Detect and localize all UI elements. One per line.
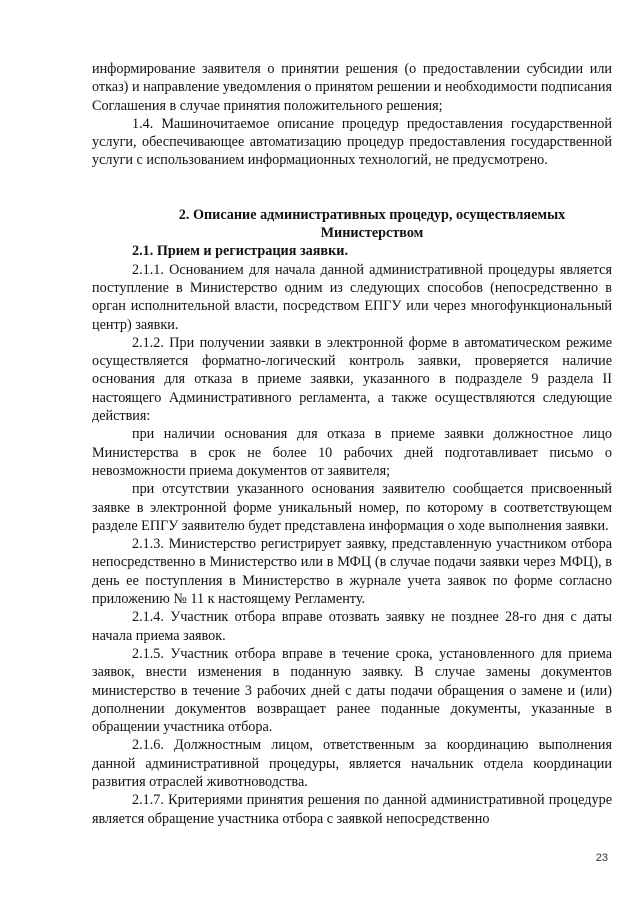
page-number: 23 (595, 852, 608, 864)
paragraph-2-1-6: 2.1.6. Должностным лицом, ответственным за координацию выполнения данной административной процедуры, является начальник отдела координации развития отраслей животноводства. (92, 737, 612, 790)
paragraph-continued: информирование заявителя о принятии решения (о предоставлении субсидии или отказ) и направление уведомления о принятом решении и необходимости подписания Соглашения в случае принятия положительного решения; (92, 61, 612, 114)
paragraph-2-1-2: 2.1.2. При получении заявки в электронной форме в автоматическом режиме осуществляется форматно-логический контроль заявки, проверяется наличие основания для отказа в приеме заявки, указанного в подразделе 9 раздела II настоящего Административного регламента, а также осуществляются следующие действия: (92, 334, 612, 425)
paragraph-2-1-1: 2.1.1. Основанием для начала данной административной процедуры является поступление в Министерство одним из следующих способов (непосредственно в орган исполнительной власти, посредством ЕПГУ или через многофункциональный центр) заявки. (92, 261, 612, 333)
paragraph-no-refusal-case: при отсутствии указанного основания заявителю сообщается присвоенный заявке в электронной форме уникальный номер, по которому в соответствующем разделе ЕПГУ заявителю будет представлена информация о ходе выполнения заявки. (92, 481, 612, 534)
paragraph-2-1-7: 2.1.7. Критериями принятия решения по данной административной процедуре является обращение участника отбора с заявкой непосредственно (92, 792, 612, 827)
paragraph-2-1-4: 2.1.4. Участник отбора вправе отозвать заявку не позднее 28-го дня с даты начала приема заявок. (92, 609, 612, 644)
paragraph-2-1-3: 2.1.3. Министерство регистрирует заявку, представленную участником отбора непосредственно в Министерство или в МФЦ (в случае подачи заявки через МФЦ), в день ее поступления в Министерство в журнале учета заявок по форме согласно приложению № 11 к настоящему Регламенту. (92, 536, 612, 608)
section-spacer (92, 170, 612, 206)
paragraph-refusal-case: при наличии основания для отказа в приеме заявки должностное лицо Министерства в срок не более 10 рабочих дней подготавливает письмо о невозможности приема документов от заявителя; (92, 426, 612, 479)
paragraph-1-4: 1.4. Машиночитаемое описание процедур предоставления государственной услуги, обеспечивающее автоматизацию процедур предоставления государственной услуги с использованием информационных технологий, не предусмотрено. (92, 115, 612, 169)
page-content (92, 60, 612, 828)
subsection-heading: 2.1. Прием и регистрация заявки. (132, 243, 348, 260)
paragraph-2-1-5: 2.1.5. Участник отбора вправе в течение срока, установленного для приема заявок, внести изменения в поданную заявку. В случае замены документов министерство в течение 3 рабочих дней с даты подачи обращения о замене и (или) дополнении документов возвращает ранее поданные документы, указанные в обращении участника отбора. (92, 645, 612, 736)
section-heading: 2. Описание административных процедур, осуществляемых Министерством (178, 206, 566, 242)
